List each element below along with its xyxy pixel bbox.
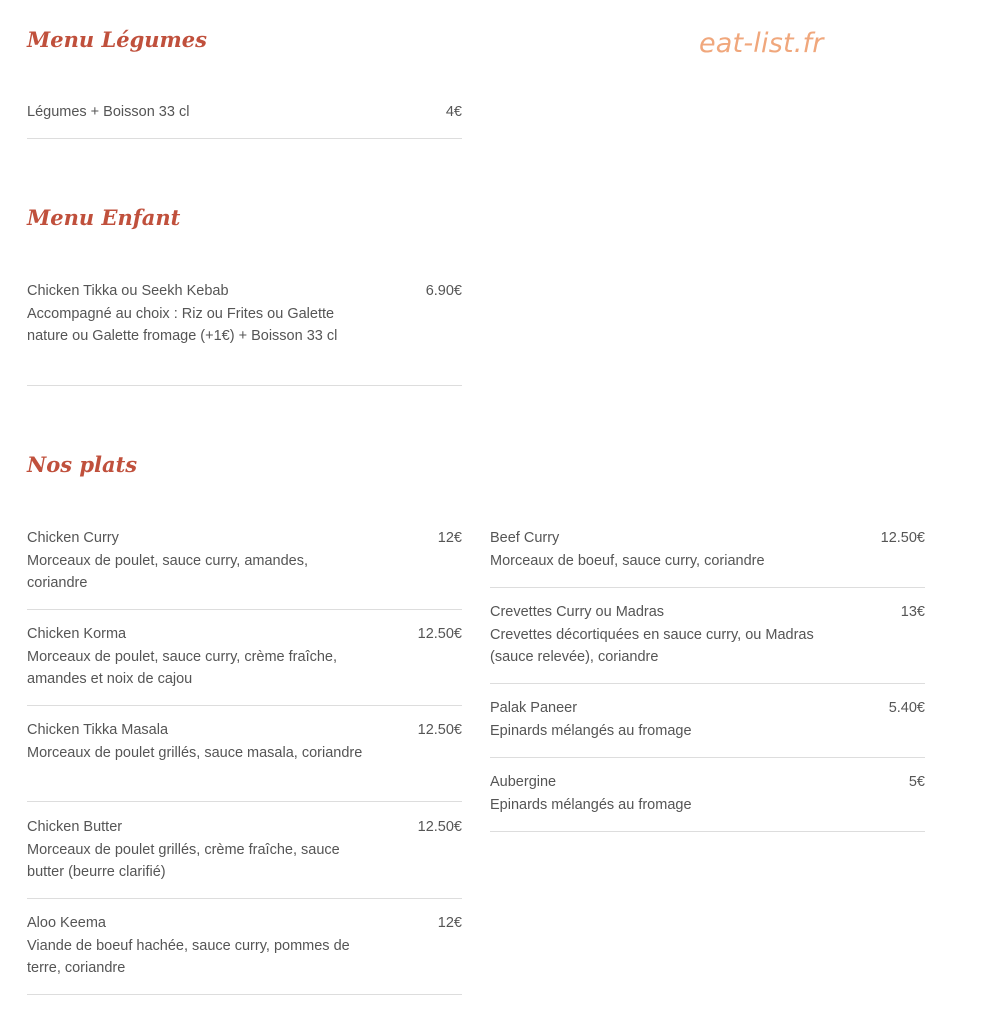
item-price: 12€ xyxy=(437,915,462,931)
item-price: 5€ xyxy=(908,774,925,790)
item-name: Aloo Keema xyxy=(27,915,106,931)
menu-item xyxy=(27,101,462,139)
item-price: 4€ xyxy=(445,104,462,120)
item-price: 12.50€ xyxy=(417,819,462,835)
item-name: Chicken Korma xyxy=(27,626,127,642)
item-price: 12.50€ xyxy=(880,530,925,546)
item-name: Chicken Tikka ou Seekh Kebab xyxy=(27,283,229,299)
item-description: Morceaux de poulet grillés, crème fraîche, sauce butter (beurre clarifié) xyxy=(27,841,340,880)
menu-item xyxy=(490,697,925,758)
item-price: 13€ xyxy=(900,604,925,620)
item-description: Epinards mélangés au fromage xyxy=(490,722,692,739)
section-title-menu-legumes: Menu Légumes xyxy=(27,27,207,52)
item-name: Beef Curry xyxy=(490,530,560,546)
menu-item xyxy=(27,623,462,706)
menu-item xyxy=(27,912,462,995)
watermark-text: eat-list.fr xyxy=(699,28,824,59)
item-price: 5.40€ xyxy=(888,700,925,716)
item-description: Morceaux de poulet, sauce curry, amandes, coriandre xyxy=(27,552,309,591)
item-name: Chicken Curry xyxy=(27,530,119,546)
item-name: Légumes + Boisson 33 cl xyxy=(27,104,190,120)
item-description: Viande de boeuf hachée, sauce curry, pommes de terre, coriandre xyxy=(27,937,350,976)
item-price: 6.90€ xyxy=(425,283,462,299)
item-description: Morceaux de poulet grillés, sauce masala, coriandre xyxy=(27,744,363,761)
item-price: 12€ xyxy=(437,530,462,546)
menu-item xyxy=(27,816,462,899)
item-description: Morceaux de poulet, sauce curry, crème fraîche, amandes et noix de cajou xyxy=(27,648,338,687)
item-description: Epinards mélangés au fromage xyxy=(490,796,692,813)
item-price: 12.50€ xyxy=(417,722,462,738)
menu-item xyxy=(490,527,925,588)
menu-item xyxy=(27,280,462,386)
item-description: Accompagné au choix : Riz ou Frites ou Galette nature ou Galette fromage (+1€) + Boisson 33 cl xyxy=(27,305,338,344)
menu-item xyxy=(490,601,925,684)
section-title-nos-plats: Nos plats xyxy=(27,452,138,477)
item-name: Crevettes Curry ou Madras xyxy=(490,604,665,620)
item-name: Chicken Butter xyxy=(27,819,123,835)
item-price: 12.50€ xyxy=(417,626,462,642)
item-description: Crevettes décortiquées en sauce curry, ou Madras (sauce relevée), coriandre xyxy=(490,626,814,665)
menu-item xyxy=(27,719,462,802)
item-name: Aubergine xyxy=(490,774,557,790)
item-name: Chicken Tikka Masala xyxy=(27,722,169,738)
item-name: Palak Paneer xyxy=(490,700,578,716)
menu-item xyxy=(27,527,462,610)
menu-item xyxy=(490,771,925,832)
section-title-menu-enfant: Menu Enfant xyxy=(27,205,181,230)
item-description: Morceaux de boeuf, sauce curry, coriandre xyxy=(490,552,765,569)
